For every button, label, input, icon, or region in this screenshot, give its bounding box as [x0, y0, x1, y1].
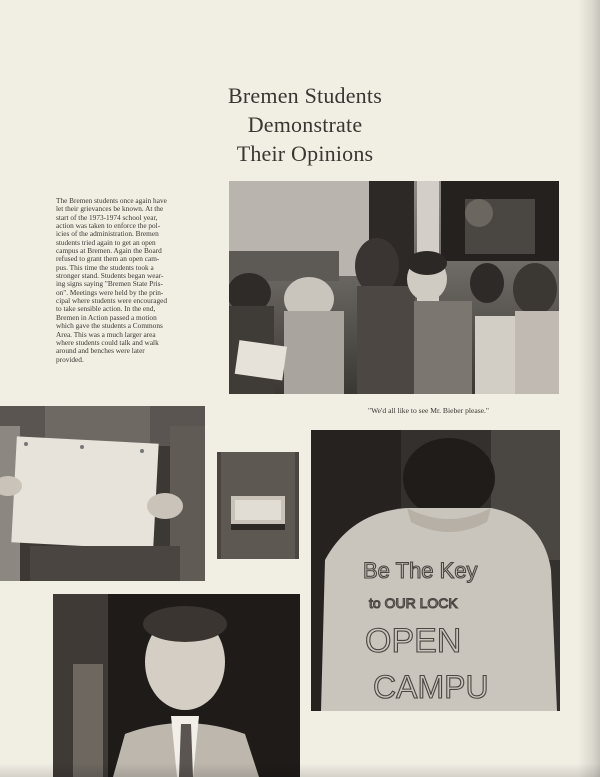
shirt-slogan-line: CAMPU	[373, 669, 489, 705]
article-line: on". Meetings were held by the prin-	[56, 287, 164, 297]
article-text	[56, 197, 210, 364]
article-line: students tried again to get an open	[56, 237, 156, 247]
article-line: cipal where students were encouraged	[56, 296, 168, 306]
article-line: let their grievances be known. At the	[56, 204, 164, 214]
door-sign-photo	[217, 452, 299, 559]
shirt-slogan-line: OPEN	[365, 622, 462, 660]
shirt-slogan-photo	[311, 430, 560, 711]
article-line: where students could talk and walk	[56, 337, 159, 347]
article-line: Area. This was a much larger area	[56, 329, 156, 339]
article-line: campus at Bremen. Again the Board	[56, 246, 162, 256]
article-line: pus. This time the students took a	[56, 262, 154, 272]
shirt-slogan-line: to OUR LOCK	[369, 595, 458, 611]
article-line: stronger stand. Students began wear-	[56, 271, 164, 281]
article-line: action was taken to enforce the pol-	[56, 221, 161, 231]
article-line: start of the 1973-1974 school year,	[56, 212, 158, 222]
article-line: refused to grant them an open cam-	[56, 254, 160, 264]
headline	[180, 81, 430, 168]
headline-line-1: Bremen Students	[228, 83, 382, 108]
page-bottom-edge	[0, 763, 600, 777]
sign-photo	[0, 406, 205, 581]
article-line: icies of the administration. Bremen	[56, 229, 159, 239]
article-line: Bremen in Action passed a motion	[56, 312, 157, 322]
article-line: which gave the students a Commons	[56, 321, 163, 331]
article-line: The Bremen students once again have	[56, 196, 167, 205]
article-line: around and benches were later	[56, 346, 145, 356]
article-line: provided.	[56, 354, 84, 364]
crowd-photo	[229, 181, 559, 394]
article-line: ing signs saying "Bremen State Pris-	[56, 279, 163, 289]
shirt-slogan-line: Be The Key	[363, 558, 478, 583]
article-line: to take sensible action. In the end,	[56, 304, 156, 314]
headline-line-3: Their Opinions	[236, 141, 374, 166]
headline-line-2: Demonstrate	[247, 112, 363, 137]
portrait-photo	[53, 594, 300, 777]
page-edge-shadow	[578, 0, 600, 777]
photo-caption: "We'd all like to see Mr. Bieber please."	[368, 406, 490, 415]
